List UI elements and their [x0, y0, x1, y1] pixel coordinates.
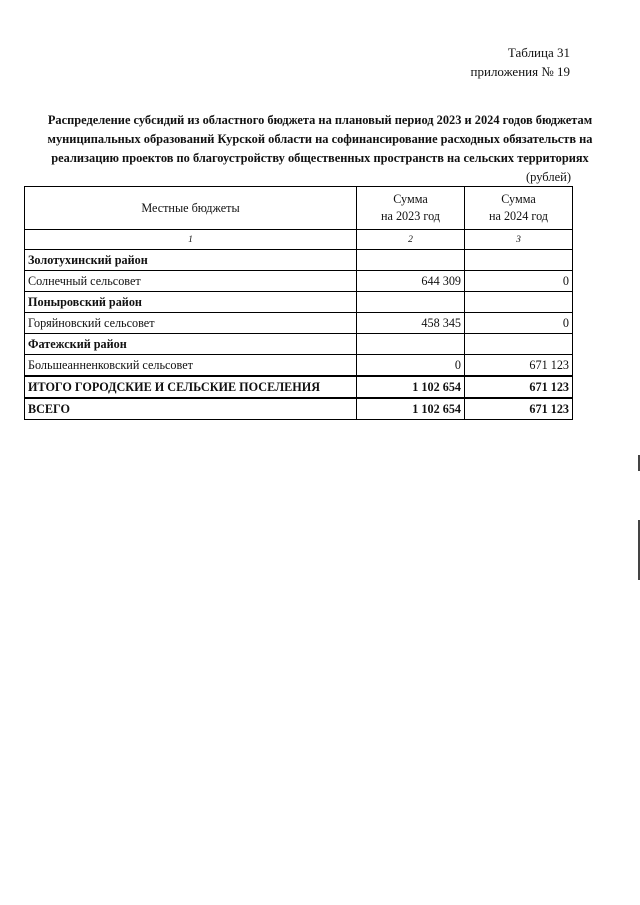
column-number: 1 — [25, 230, 357, 250]
header-sum-2023: Сумма на 2023 год — [357, 187, 465, 230]
value-2024: 671 123 — [465, 355, 573, 377]
value-2024: 671 123 — [465, 376, 573, 398]
municipality-name: Большеанненковский сельсовет — [25, 355, 357, 377]
subtotal-row — [25, 376, 573, 398]
table-row — [25, 334, 573, 355]
region-name: Поныровский район — [25, 292, 357, 313]
table-row — [25, 313, 573, 334]
column-number: 3 — [465, 230, 573, 250]
header-sum-2024: Сумма на 2024 год — [465, 187, 573, 230]
value-2023: 0 — [357, 355, 465, 377]
region-name: Фатежский район — [25, 334, 357, 355]
value-2024: 0 — [465, 271, 573, 292]
subtotal-label: ИТОГО ГОРОДСКИЕ И СЕЛЬСКИЕ ПОСЕЛЕНИЯ — [25, 376, 357, 398]
grand-total-row — [25, 398, 573, 420]
document-title — [22, 111, 618, 168]
value-2023: 644 309 — [357, 271, 465, 292]
column-numbers-row — [25, 230, 573, 250]
municipality-name: Горяйновский сельсовет — [25, 313, 357, 334]
title-line: муниципальных образований Курской области на софинансирование расходных обязательств на — [47, 132, 593, 146]
table-row — [25, 271, 573, 292]
value-2023 — [357, 292, 465, 313]
column-number: 2 — [357, 230, 465, 250]
appendix-label: приложения № 19 — [470, 64, 570, 79]
header-local-budgets: Местные бюджеты — [25, 187, 357, 230]
subsidy-table — [24, 186, 573, 420]
value-2023 — [357, 250, 465, 271]
table-header-row — [25, 187, 573, 230]
grand-total-label: ВСЕГО — [25, 398, 357, 420]
table-number: Таблица 31 — [507, 45, 570, 60]
value-2023: 1 102 654 — [357, 398, 465, 420]
table-row — [25, 355, 573, 377]
units-label: (рублей) — [525, 170, 571, 184]
municipality-name: Солнечный сельсовет — [25, 271, 357, 292]
value-2024: 671 123 — [465, 398, 573, 420]
title-line: реализацию проектов по благоустройству общественных пространств на сельских территориях — [51, 151, 589, 165]
value-2024 — [465, 292, 573, 313]
value-2023 — [357, 334, 465, 355]
table-row — [25, 250, 573, 271]
region-name: Золотухинский район — [25, 250, 357, 271]
value-2023: 458 345 — [357, 313, 465, 334]
value-2024 — [465, 334, 573, 355]
value-2023: 1 102 654 — [357, 376, 465, 398]
table-row — [25, 292, 573, 313]
value-2024 — [465, 250, 573, 271]
title-line: Распределение субсидий из областного бюджета на плановый период 2023 и 2024 годов бюджетам — [47, 113, 593, 127]
value-2024: 0 — [465, 313, 573, 334]
